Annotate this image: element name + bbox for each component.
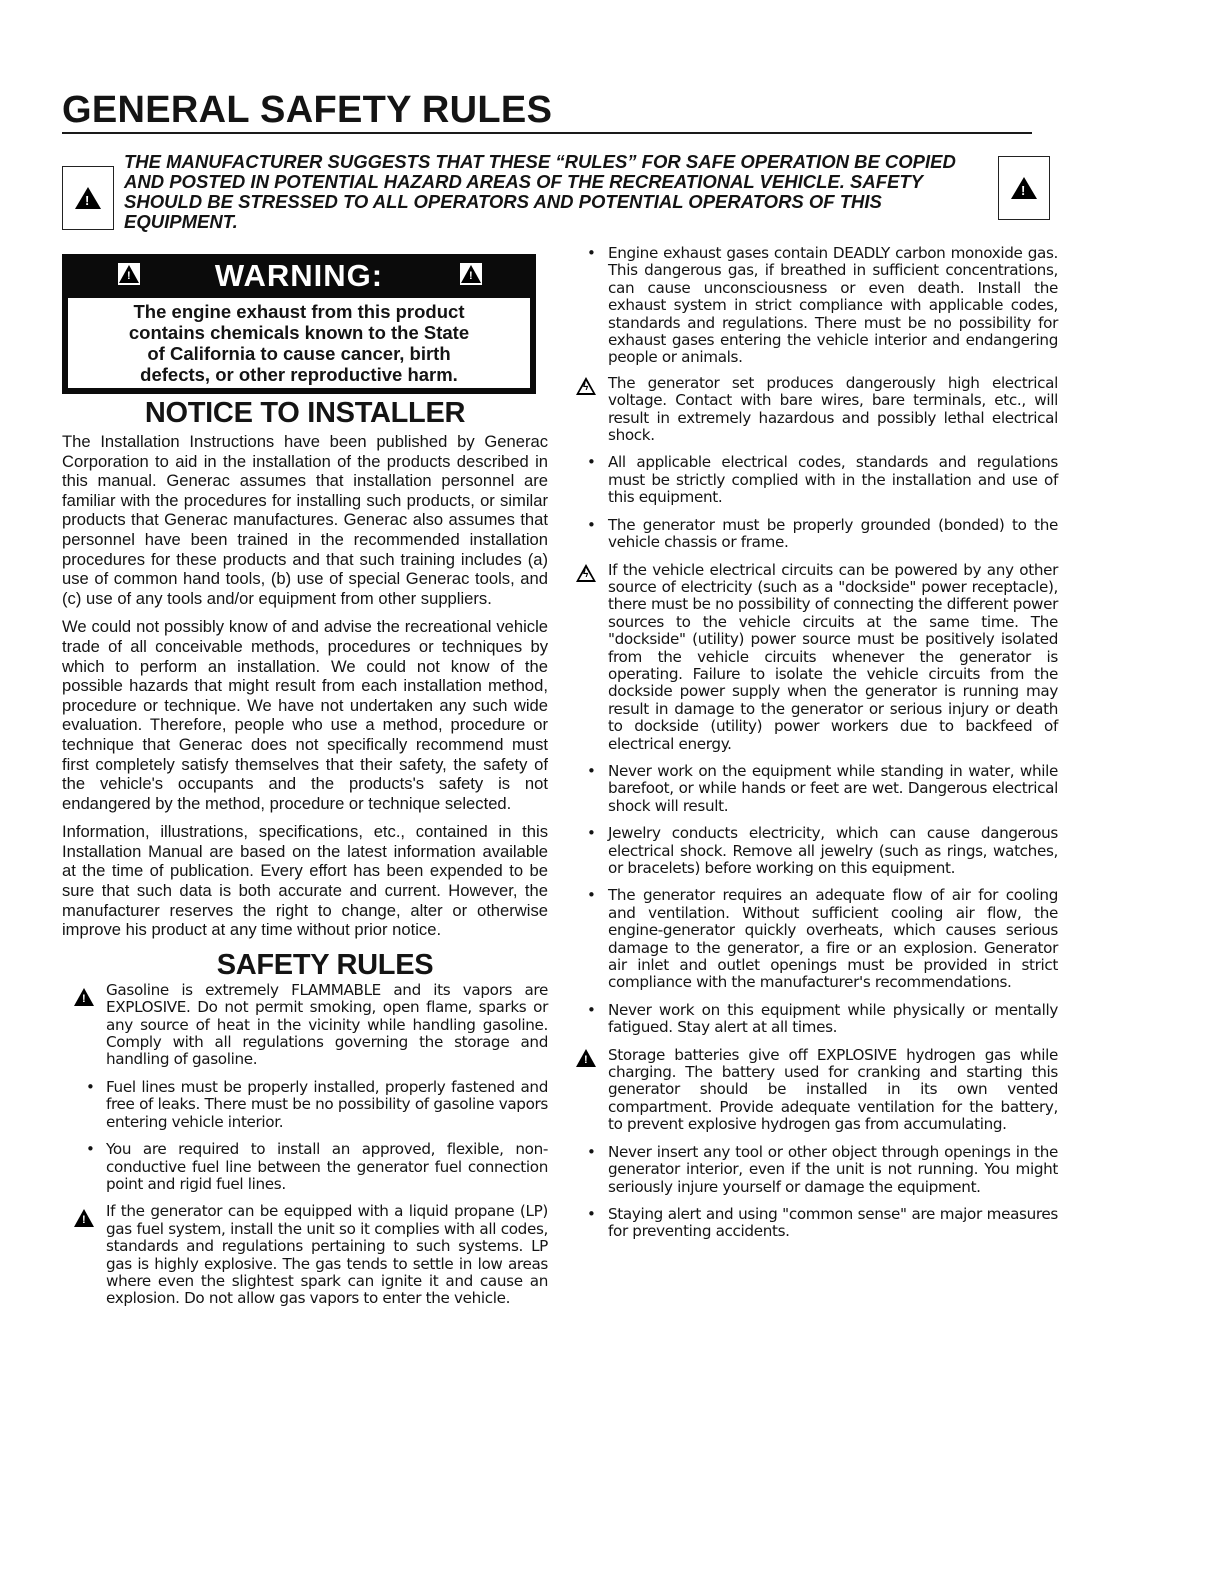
notice-paragraph: We could not possibly know of and advise the recreational vehicle trade of all conceivable methods, procedures or techniques by which to perform an installation. We could not know of the possible hazards that might result from each installation method, procedure or technique. We have not undertaken any such wide evaluation. Therefore, people who use a method, procedure or technique that Generac does not specifically recommend must first completely satisfy themselves that their safety, the safety of the vehicle's occupants and the products's safety is not endangered by the method, procedure or technique selected.: [62, 617, 548, 813]
safety-item: • Staying alert and using "common sense" are major measures for preventing accidents.: [582, 1206, 1058, 1241]
notice-paragraph: Information, illustrations, specifications, etc., contained in this Installation Manual are based on the latest information available at the time of publication. Every effort has been expended to be sure that such data is both accurate and current. However, the manufacturer reserves the right to change, alter or otherwise improve his product at any time without prior notice.: [62, 822, 548, 940]
warning-triangle-icon: [75, 187, 101, 209]
warning-triangle-icon: [460, 263, 482, 285]
warning-text: The engine exhaust from this product contains chemicals known to the State of California to cause cancer, birth defects, or other reproductive harm.: [128, 301, 470, 385]
warning-heading: WARNING:: [214, 258, 384, 293]
safety-item: • Engine exhaust gases contain DEADLY carbon monoxide gas. This dangerous gas, if breathed in sufficient concentrations, can cause unconsciousness or even death. Install the exhaust system in strict compliance with applicable codes, standards and regulations. There must be no possibility for exhaust gases entering the vehicle interior and endangering people or animals.: [582, 245, 1058, 367]
safety-item: • Never work on this equipment while physically or mentally fatigued. Stay alert at all times.: [582, 1002, 1058, 1037]
page-title: GENERAL SAFETY RULES: [62, 89, 553, 131]
safety-item: • Jewelry conducts electricity, which can cause dangerous electrical shock. Remove all jewelry (such as rings, watches, or bracelets) before working on this equipment.: [582, 825, 1058, 877]
right-column: [582, 245, 1058, 1241]
page-header: [62, 88, 1032, 134]
safety-item: ! Gasoline is extremely FLAMMABLE and its vapors are EXPLOSIVE. Do not permit smoking, open flame, sparks or any source of heat in the vicinity while handling gasoline. Comply with all regulations governing the storage and handling of gasoline.: [62, 982, 548, 1069]
warning-icon-box-right: [998, 156, 1050, 220]
safety-item: • All applicable electrical codes, standards and regulations must be strictly complied with in the installation and use of this equipment.: [582, 454, 1058, 506]
posting-suggestion: THE MANUFACTURER SUGGESTS THAT THESE “RULES” FOR SAFE OPERATION BE COPIED AND POSTED IN POTENTIAL HAZARD AREAS OF THE RECREATIONAL VEHICLE. SAFETY SHOULD BE STRESSED TO ALL OPERATORS AND POTENTIAL OPERATORS OF THIS EQUIPMENT.: [124, 151, 956, 232]
safety-rules-heading: SAFETY RULES: [216, 948, 434, 981]
electrical-hazard-icon: [576, 564, 596, 586]
warning-triangle-icon: [118, 263, 140, 285]
explosion-hazard-icon: [576, 1049, 596, 1071]
safety-item: • The generator requires an adequate flow of air for cooling and ventilation. Without sufficient cooling air flow, the engine-generator quickly overheats, which causes serious damage to the generator, a fire or an explosion. Generator air inlet and outlet openings must be provided in strict compliance with the manufacturer's recommendations.: [582, 887, 1058, 991]
left-column: [62, 396, 548, 1308]
notice-paragraph: The Installation Instructions have been published by Generac Corporation to aid in the installation of the products described in this manual. Generac assumes that installation personnel are familiar with the procedures for installing such products, or similar products that Generac manufactures. Generac also assumes that personnel have been trained in the recommended installation procedures for these products and that such training includes (a) use of common hand tools, (b) use of special Generac tools, and (c) use of any tools and/or equipment from other suppliers.: [62, 432, 548, 608]
warning-header: [62, 254, 536, 298]
warning-icon-box-left: [62, 166, 114, 230]
safety-item: • Never work on the equipment while standing in water, while barefoot, or while hands or feet are wet. Dangerous electrical shock will result.: [582, 763, 1058, 815]
california-warning-box: [62, 254, 536, 394]
safety-item: • The generator must be properly grounded (bonded) to the vehicle chassis or frame.: [582, 517, 1058, 552]
warning-body: [68, 298, 530, 388]
safety-item: ! Storage batteries give off EXPLOSIVE hydrogen gas while charging. The battery used for cranking and starting this generator should be installed in its own vented compartment. Provide adequate ventilation for the battery, to prevent explosive hydrogen gas from accumulating.: [582, 1047, 1058, 1134]
notice-heading: NOTICE TO INSTALLER: [144, 397, 466, 429]
safety-item: • You are required to install an approved, flexible, non-conductive fuel line between the generator fuel connection point and rigid fuel lines.: [62, 1141, 548, 1193]
electrical-hazard-icon: [576, 377, 596, 399]
safety-item: ϟ If the vehicle electrical circuits can be powered by any other source of electricity (such as a "dockside" power receptacle), there must be no possibility of connecting the different power sources to the vehicle circuits at the same time. The "dockside" (utility) power source must be positively isolated from the vehicle circuits whenever the generator is operating. Failure to isolate the vehicle circuits from the dockside power supply when the generator is running may result in damage to the generator or serious injury or death to dockside (utility) power workers due to backfeed of electrical energy.: [582, 562, 1058, 753]
safety-item: • Fuel lines must be properly installed, properly fastened and free of leaks. There must be no possibility of gasoline vapors entering vehicle interior.: [62, 1079, 548, 1131]
safety-item: ϟ The generator set produces dangerously high electrical voltage. Contact with bare wires, bare terminals, etc., will result in extremely hazardous and possibly lethal electrical shock.: [582, 375, 1058, 445]
explosion-hazard-icon: [74, 988, 94, 1010]
explosion-hazard-icon: [74, 1209, 94, 1231]
warning-triangle-icon: [1011, 177, 1037, 199]
safety-item: ! If the generator can be equipped with a liquid propane (LP) gas fuel system, install the unit so it complies with all codes, standards and regulations pertaining to such systems. LP gas is highly explosive. The gas tends to settle in low areas where even the slightest spark can ignite it and cause an explosion. Do not allow gas vapors to enter the vehicle.: [62, 1203, 548, 1307]
safety-item: • Never insert any tool or other object through openings in the generator interior, even if the unit is not running. You might seriously injure yourself or damage the equipment.: [582, 1144, 1058, 1196]
